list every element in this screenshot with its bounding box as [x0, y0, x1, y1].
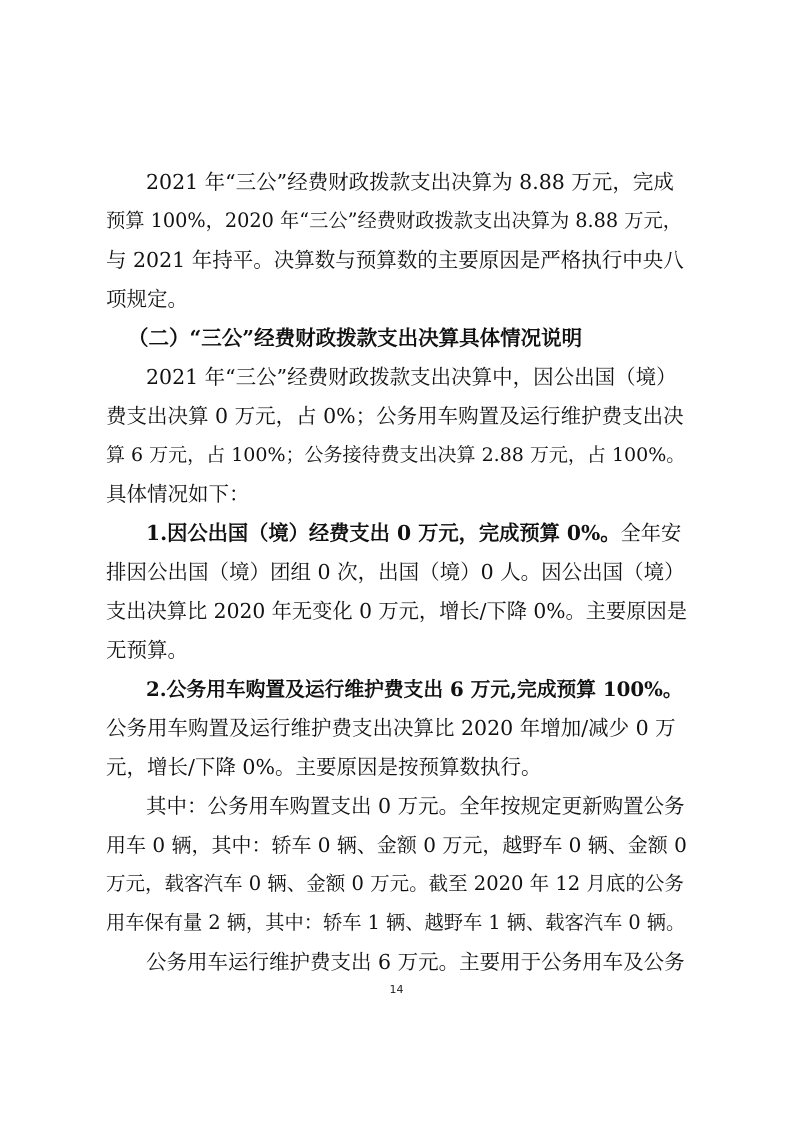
p2-line-3: 算 6 万元，占 100%；公务接待费支出决算 2.88 万元，占 100%。	[106, 444, 686, 466]
p1-line-4: 项规定。	[106, 287, 188, 311]
item1-rest: 全年安	[620, 521, 682, 545]
p1-line-1: 2021 年“三公”经费财政拨款支出决算为 8.88 万元，完成	[146, 170, 674, 194]
p4-line-1: 公务用车运行维护费支出 6 万元。主要用于公务用车及公务	[146, 950, 685, 974]
item1-bold-lead: 1.因公出国（境）经费支出 0 万元，完成预算 0%。	[146, 521, 621, 545]
item2-line-3: 元，增长/下降 0%。主要原因是按预算数执行。	[106, 755, 542, 779]
item1-line-4: 无预算。	[106, 638, 188, 662]
item1-line-3: 支出决算比 2020 年无变化 0 万元，增长/下降 0%。主要原因是	[106, 599, 688, 623]
p1-line-3: 与 2021 年持平。决算数与预算数的主要原因是严格执行中央八	[106, 248, 684, 272]
p3-line-4: 用车保有量 2 辆，其中：轿车 1 辆、越野车 1 辆、载客汽车 0 辆。	[106, 911, 686, 934]
page-number: 14	[389, 983, 404, 996]
p3-line-1: 其中：公务用车购置支出 0 万元。全年按规定更新购置公务	[146, 794, 685, 818]
section-heading: （二）“三公”经费财政拨款支出决算具体情况说明	[128, 326, 583, 350]
item2-line-2: 公务用车购置及运行维护费支出决算比 2020 年增加/减少 0 万	[106, 716, 676, 740]
p1-line-2: 预算 100%，2020 年“三公”经费财政拨款支出决算为 8.88 万元，	[106, 209, 683, 232]
item2-bold-lead: 2.公务用车购置及运行维护费支出 6 万元,完成预算 100%。	[146, 677, 683, 701]
p3-line-2: 用车 0 辆，其中：轿车 0 辆、金额 0 万元，越野车 0 辆、金额 0	[106, 833, 687, 857]
p3-line-3: 万元，载客汽车 0 辆、金额 0 万元。截至 2020 年 12 月底的公务	[106, 872, 684, 895]
p2-line-1: 2021 年“三公”经费财政拨款支出决算中，因公出国（境）	[146, 365, 677, 389]
p2-line-2: 费支出决算 0 万元，占 0%；公务用车购置及运行维护费支出决	[106, 404, 684, 428]
item1-line-2: 排因公出国（境）团组 0 次，出国（境）0 人。因公出国（境）	[106, 560, 685, 584]
item1-line-1	[146, 521, 681, 545]
p2-line-4: 具体情况如下：	[106, 482, 250, 506]
